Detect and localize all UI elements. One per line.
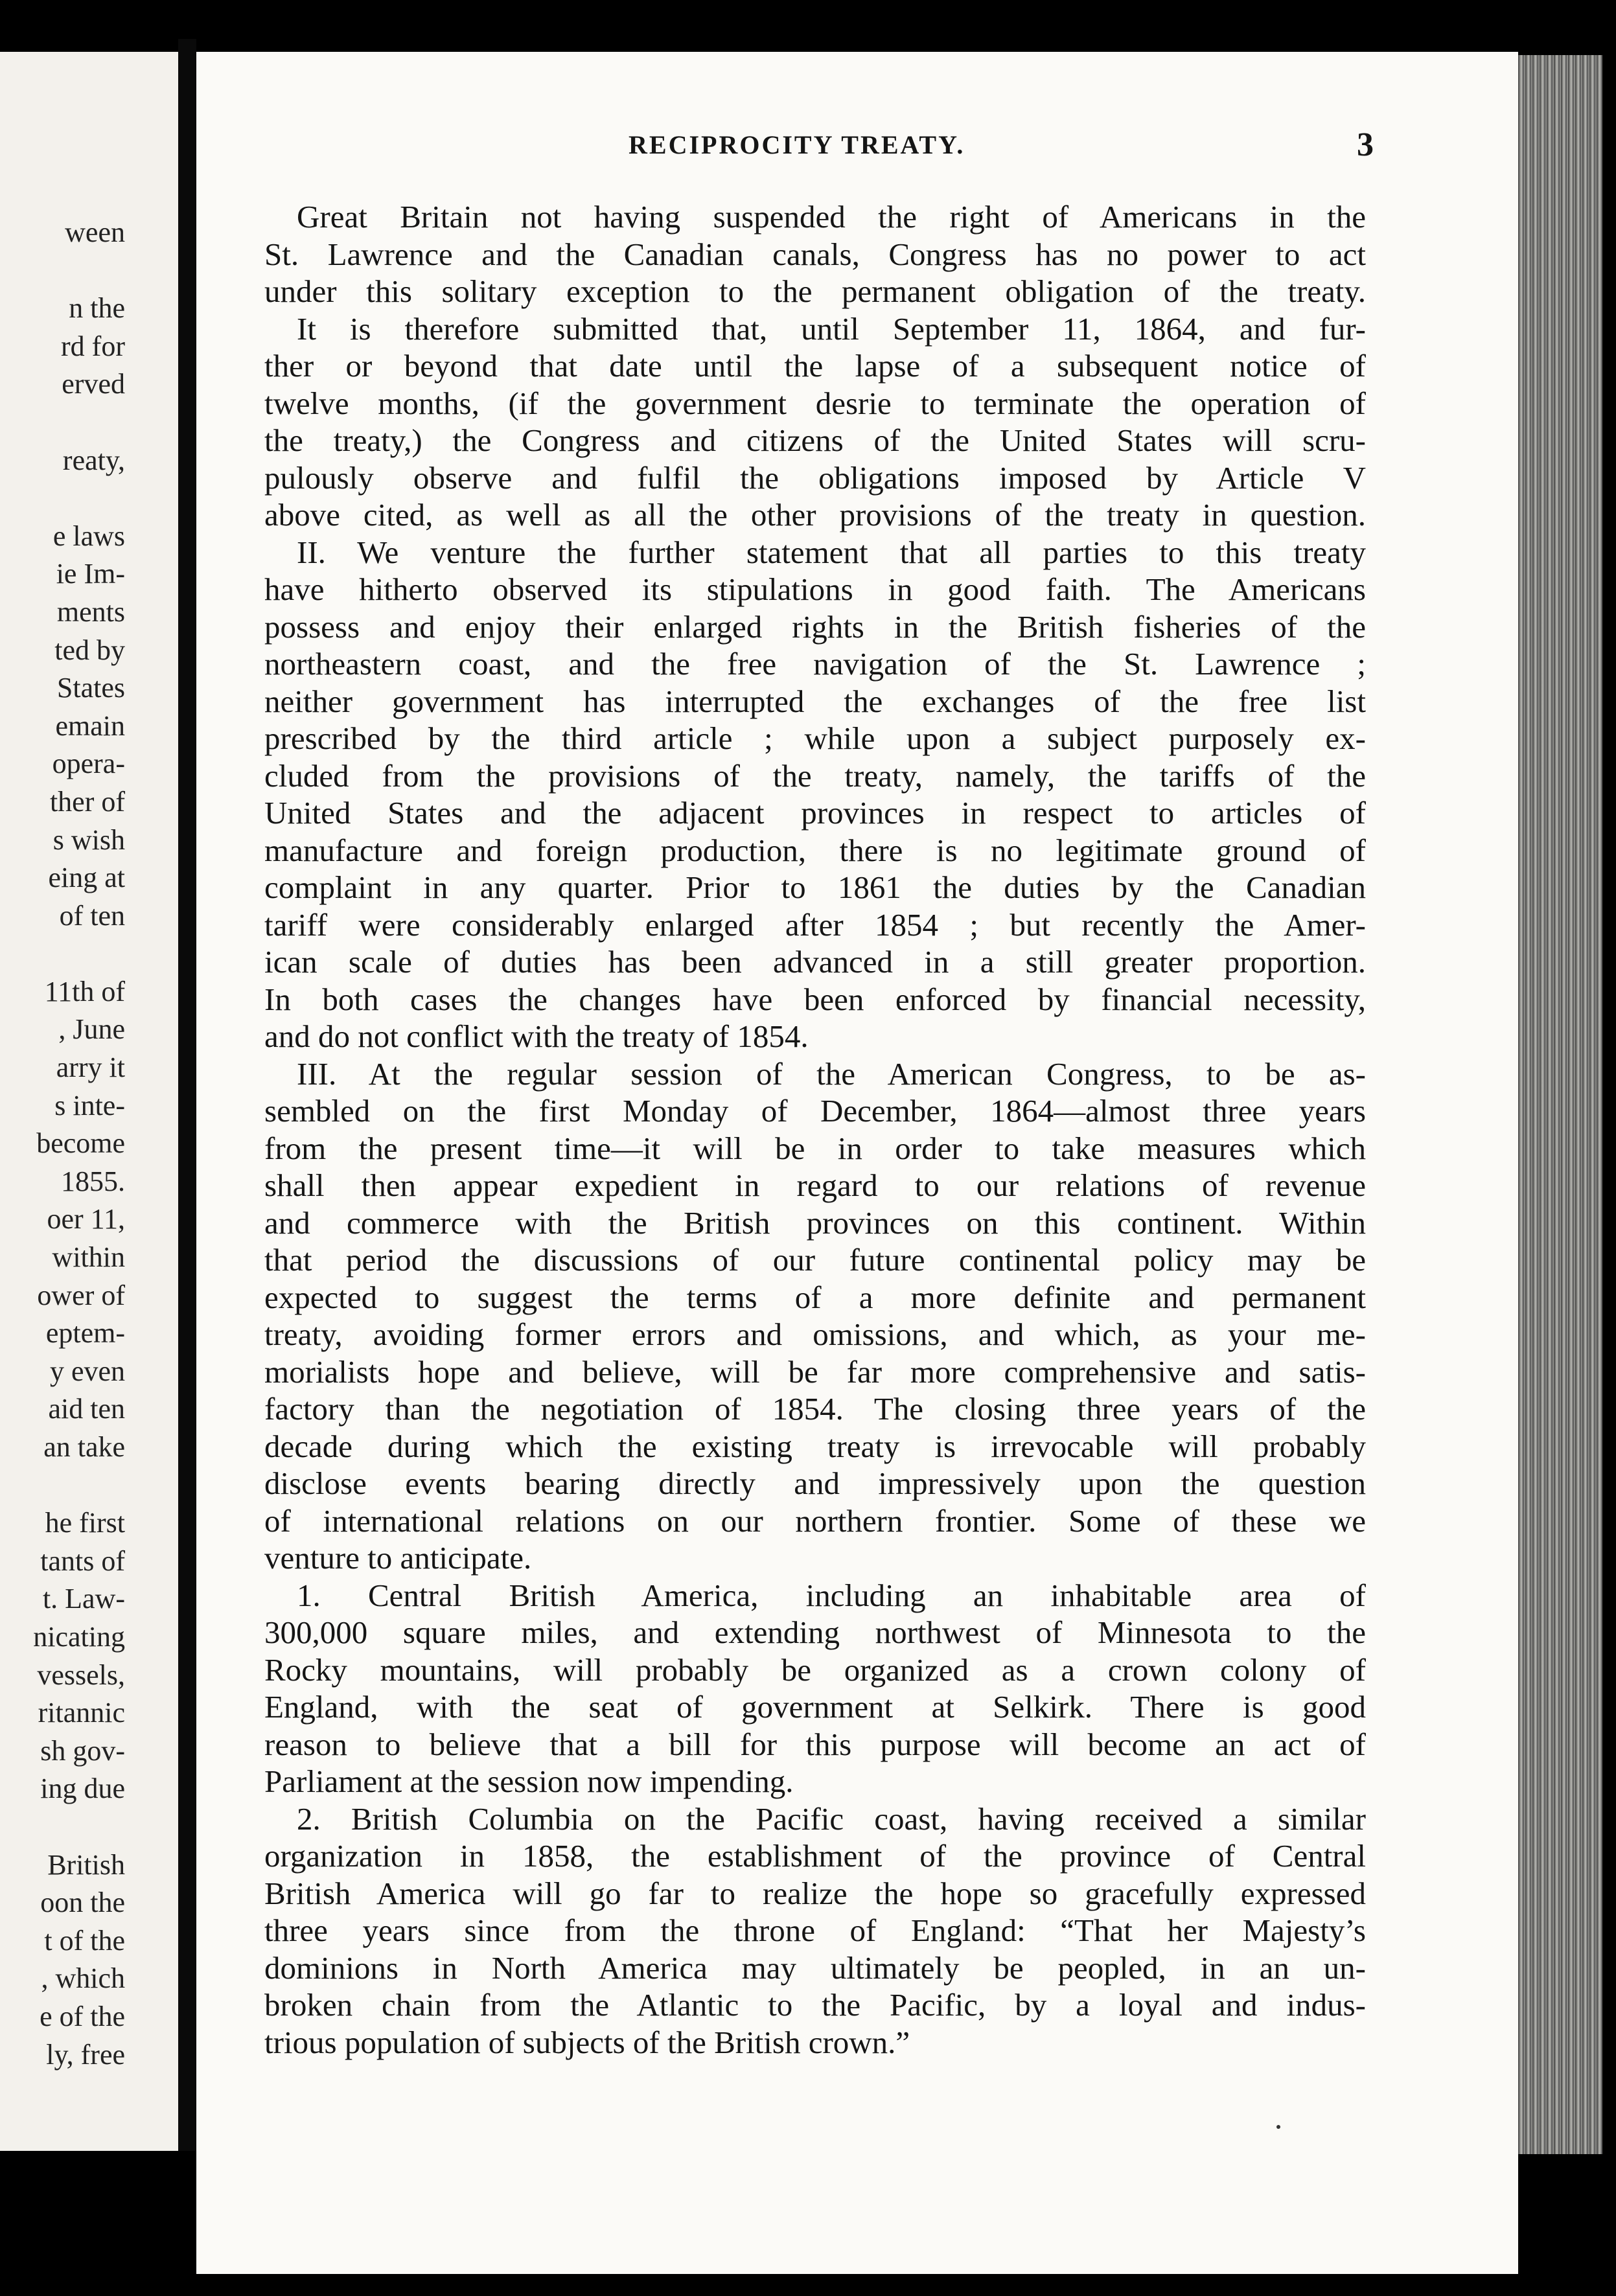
text-line: and do not conflict with the treaty of 1854. [264, 1018, 809, 1054]
left-fragment-line: of ten [59, 899, 125, 932]
text-line: reason to believe that a bill for this purpose will become an act of [264, 1726, 1366, 1762]
left-fragment-line: n the [69, 292, 125, 325]
left-fragment-line: ie Im- [56, 558, 125, 590]
text-line: In both cases the changes have been enforced by financial necessity, [264, 981, 1366, 1017]
text-line: venture to anticipate. [264, 1540, 532, 1576]
left-fragment-line: nicating [33, 1620, 125, 1653]
left-fragment-line: eptem- [45, 1317, 125, 1349]
left-fragment-line: , June [58, 1013, 125, 1046]
left-fragment-line: erved [62, 368, 125, 400]
text-line: II. We venture the further statement that all parties to this treaty [297, 534, 1366, 570]
left-fragment-line: oon the [40, 1887, 125, 1919]
left-fragment-line: become [36, 1127, 125, 1160]
left-fragment-line: British [47, 1848, 125, 1881]
text-line: St. Lawrence and the Canadian canals, Congress has no power to act [264, 236, 1366, 272]
text-line: Parliament at the session now impending. [264, 1763, 794, 1799]
text-line: three years since from the throne of England: “That her Majesty’s [264, 1912, 1366, 1948]
text-line: shall then appear expedient in regard to our relations of revenue [264, 1167, 1366, 1203]
left-fragment-line: he first [45, 1507, 125, 1539]
left-fragment-line: ween [65, 216, 125, 248]
left-fragment-line: t of the [44, 1924, 125, 1957]
text-line: 2. British Columbia on the Pacific coast, having received a similar [297, 1800, 1366, 1837]
left-fragment-line: eing at [48, 862, 125, 894]
text-line: manufacture and foreign production, there is no legitimate ground of [264, 832, 1366, 868]
text-line: It is therefore submitted that, until September 11, 1864, and fur- [297, 310, 1366, 347]
left-fragment-line: ther of [49, 785, 125, 818]
left-fragment-line: ly, free [46, 2038, 125, 2071]
left-fragment-line: an take [43, 1431, 125, 1463]
page-header [622, 126, 1380, 168]
text-line: above cited, as well as all the other provisions of the treaty in question. [264, 497, 1366, 533]
text-line: that period the discussions of our future continental policy may be [264, 1242, 1366, 1278]
text-line: under this solitary exception to the permanent obligation of the treaty. [264, 273, 1366, 309]
text-line: the treaty,) the Congress and citizens of the United States will scru- [264, 422, 1366, 458]
text-line: cluded from the provisions of the treaty, namely, the tariffs of the [264, 757, 1366, 794]
text-line: dominions in North America may ultimately be peopled, in an un- [264, 1949, 1366, 1986]
text-line: have hitherto observed its stipulations in good faith. The Americans [264, 571, 1366, 607]
left-fragment-line: arry it [56, 1051, 125, 1084]
left-fragment-line [0, 1808, 125, 1846]
text-line: northeastern coast, and the free navigation of the St. Lawrence ; [264, 646, 1366, 682]
left-fragment-line: e laws [52, 520, 125, 552]
text-line: Great Britain not having suspended the right of Americans in the [297, 199, 1366, 235]
left-facing-page [0, 52, 178, 2151]
left-fragment-line [0, 252, 125, 290]
text-line: England, with the seat of government at Selkirk. There is good [264, 1689, 1366, 1725]
text-line: organization in 1858, the establishment of the province of Central [264, 1838, 1366, 1874]
text-line: neither government has interrupted the exchanges of the free list [264, 683, 1366, 719]
left-fragment-line: t. Law- [42, 1583, 125, 1615]
text-line: and commerce with the British provinces on this continent. Within [264, 1204, 1366, 1241]
left-fragment-line: States [56, 672, 125, 704]
text-line: United States and the adjacent provinces in respect to articles of [264, 795, 1366, 831]
text-line: ican scale of duties has been advanced in a still greater proportion. [264, 944, 1366, 980]
text-line: possess and enjoy their enlarged rights in the British fisheries of the [264, 608, 1366, 645]
left-fragment-line: opera- [52, 748, 125, 780]
text-line: British America will go far to realize the hope so gracefully expressed [264, 1875, 1366, 1911]
left-fragment-line: y even [49, 1355, 125, 1387]
text-line: decade during which the existing treaty is irrevocable will probably [264, 1428, 1366, 1464]
running-title: RECIPROCITY TREATY. [629, 130, 965, 159]
text-line: 300,000 square miles, and extending northwest of Minnesota to the [264, 1614, 1366, 1650]
page-number: 3 [1357, 126, 1374, 163]
text-line: ther or beyond that date until the lapse of a subsequent notice of [264, 348, 1366, 384]
text-line: pulously observe and fulfil the obligations imposed by Article V [264, 459, 1366, 496]
left-fragment-line: sh gov- [40, 1734, 125, 1767]
text-line: prescribed by the third article ; while upon a subject purposely ex- [264, 720, 1366, 756]
text-line: tariff were considerably enlarged after 1854 ; but recently the Amer- [264, 906, 1366, 943]
left-page-text-fragments [0, 214, 125, 2074]
text-line: complaint in any quarter. Prior to 1861 the duties by the Canadian [264, 869, 1366, 905]
text-line: of international relations on our northern frontier. Some of these we [264, 1502, 1366, 1539]
text-line: Rocky mountains, will probably be organized as a crown colony of [264, 1651, 1366, 1688]
dust-mark [1276, 2125, 1280, 2129]
left-fragment-line: ower of [37, 1279, 125, 1311]
left-fragment-line: oer 11, [47, 1203, 125, 1235]
left-fragment-line [0, 935, 125, 973]
left-fragment-line: 11th of [44, 975, 125, 1007]
page-edges [1518, 55, 1602, 2154]
left-fragment-line: ritannic [38, 1697, 125, 1729]
body-text [264, 198, 1366, 2061]
left-fragment-line: ments [56, 595, 125, 628]
text-line: 1. Central British America, including an inhabitable area of [297, 1577, 1366, 1613]
text-line: twelve months, (if the government desrie to terminate the operation of [264, 385, 1366, 421]
text-line: sembled on the first Monday of December, 1864—almost three years [264, 1093, 1366, 1129]
text-line: factory than the negotiation of 1854. The closing three years of the [264, 1391, 1366, 1427]
left-fragment-line: rd for [61, 330, 125, 362]
left-fragment-line: vessels, [37, 1659, 125, 1691]
book-gutter [178, 39, 196, 2151]
left-fragment-line: ing due [40, 1773, 125, 1805]
left-fragment-line: aid ten [48, 1393, 125, 1425]
left-fragment-line: s inte- [54, 1089, 125, 1121]
text-line: trious population of subjects of the British crown.” [264, 2024, 910, 2060]
left-fragment-line: tants of [40, 1544, 125, 1577]
text-line: morialists hope and believe, will be far more comprehensive and satis- [264, 1353, 1366, 1390]
left-fragment-line: 1855. [61, 1165, 125, 1197]
left-fragment-line: e of the [40, 2000, 125, 2032]
left-fragment-line: ted by [54, 634, 125, 666]
left-fragment-line: , which [41, 1962, 125, 1995]
text-line: broken chain from the Atlantic to the Pacific, by a loyal and indus- [264, 1987, 1366, 2023]
left-fragment-line: reaty, [62, 444, 125, 476]
text-line: III. At the regular session of the American Congress, to be as- [297, 1055, 1366, 1092]
left-fragment-line: s wish [52, 823, 125, 856]
left-fragment-line [0, 479, 125, 518]
text-line: from the present time—it will be in order to take measures which [264, 1130, 1366, 1166]
left-fragment-line [0, 1467, 125, 1505]
text-line: treaty, avoiding former errors and omissions, and which, as your me- [264, 1316, 1366, 1352]
text-line: disclose events bearing directly and impressively upon the question [264, 1465, 1366, 1501]
text-line: expected to suggest the terms of a more definite and permanent [264, 1279, 1366, 1315]
left-fragment-line: emain [55, 709, 125, 742]
left-fragment-line: within [52, 1241, 125, 1274]
left-fragment-line [0, 404, 125, 442]
